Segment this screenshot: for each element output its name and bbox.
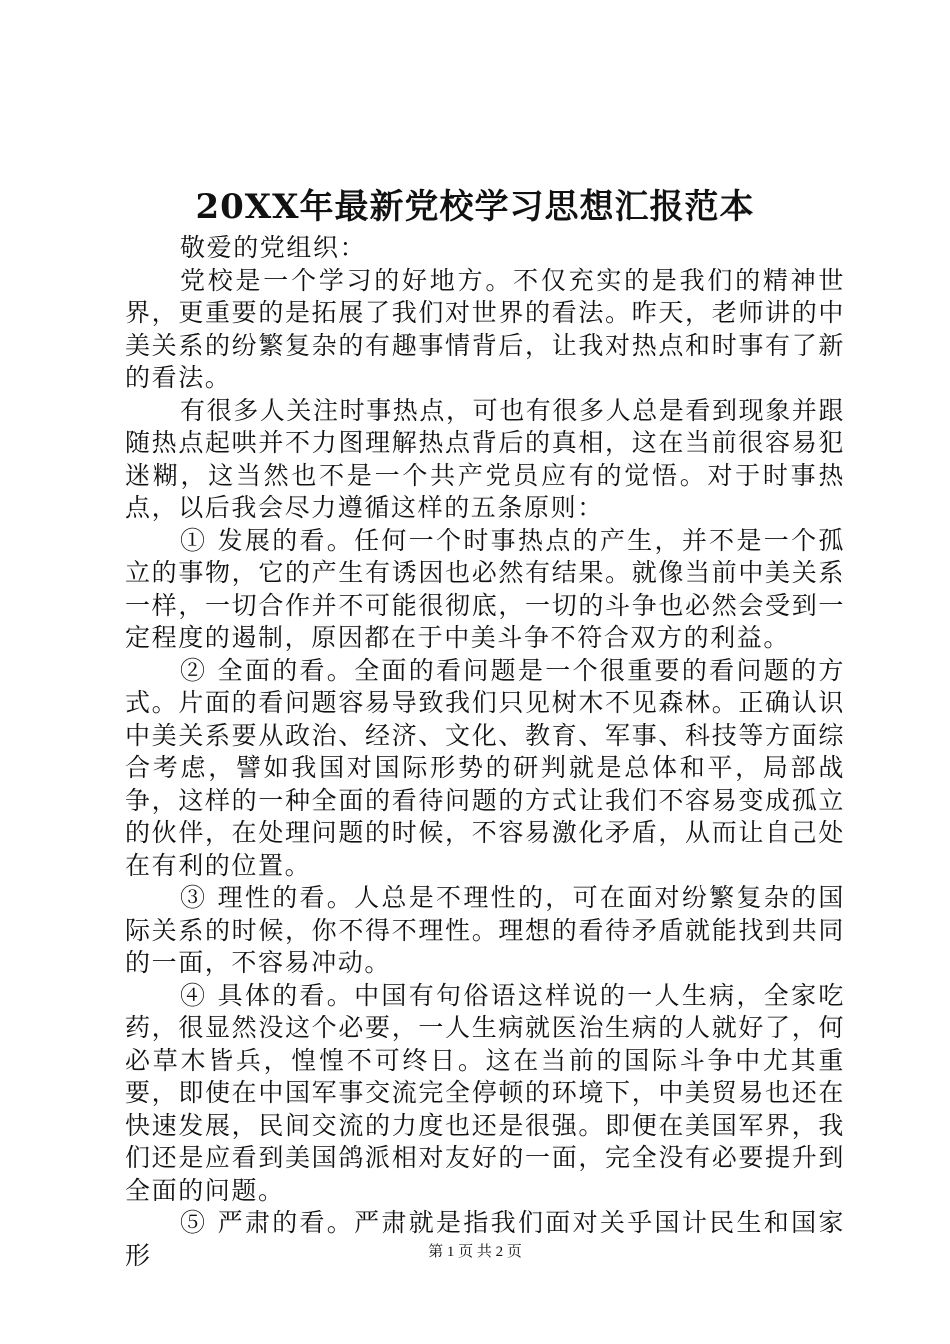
paragraph-principle-2: ② 全面的看。全面的看问题是一个很重要的看问题的方式。片面的看问题容易导致我们只见树木不见森林。正确认识中美关系要从政治、经济、文化、教育、军事、科技等方面综合考虑，譬如我国对国际形势的研判就是总体和平，局部战争，这样的一种全面的看待问题的方式让我们不容易变成孤立的伙伴，在处理问题的时候，不容易激化矛盾，从而让自己处在有利的位置。 [125, 655, 845, 880]
document-body [125, 232, 845, 1272]
salutation: 敬爱的党组织： [180, 233, 367, 262]
paragraph-principle-3: ③ 理性的看。人总是不理性的，可在面对纷繁复杂的国际关系的时候，你不得不理性。理想的看待矛盾就能找到共同的一面，不容易冲动。 [125, 883, 845, 977]
paragraph-principle-5: ⑤ 严肃的看。严肃就是指我们面对关乎国计民生和国家形 [125, 1208, 845, 1270]
paragraph-principle-4: ④ 具体的看。中国有句俗语这样说的一人生病，全家吃药，很显然没这个必要，一人生病就医治生病的人就好了，何必草木皆兵，惶惶不可终日。这在当前的国际斗争中尤其重要，即使在中国军事交流完全停顿的环境下，中美贸易也还在快速发展，民间交流的力度也还是很强。即便在美国军界，我们还是应看到美国鸽派相对友好的一面，完全没有必要提升到全面的问题。 [125, 980, 845, 1205]
paragraph-intro: 党校是一个学习的好地方。不仅充实的是我们的精神世界，更重要的是拓展了我们对世界的看法。昨天，老师讲的中美关系的纷繁复杂的有趣事情背后，让我对热点和时事有了新的看法。 [125, 265, 845, 392]
document-title: 20XX年最新党校学习思想汇报范本 [195, 187, 755, 227]
paragraph-principle-1: ① 发展的看。任何一个时事热点的产生，并不是一个孤立的事物，它的产生有诱因也必然有结果。就像当前中美关系一样，一切合作并不可能很彻底，一切的斗争也必然会受到一定程度的遏制，原因都在于中美斗争不符合双方的利益。 [125, 525, 845, 652]
page-number-footer: 第 1 页 共 2 页 [428, 1244, 522, 1260]
paragraph-hot-topics: 有很多人关注时事热点，可也有很多人总是看到现象并跟随热点起哄并不力图理解热点背后的真相，这在当前很容易犯迷糊，这当然也不是一个共产党员应有的觉悟。对于时事热点，以后我会尽力遵循这样的五条原则： [125, 395, 846, 522]
